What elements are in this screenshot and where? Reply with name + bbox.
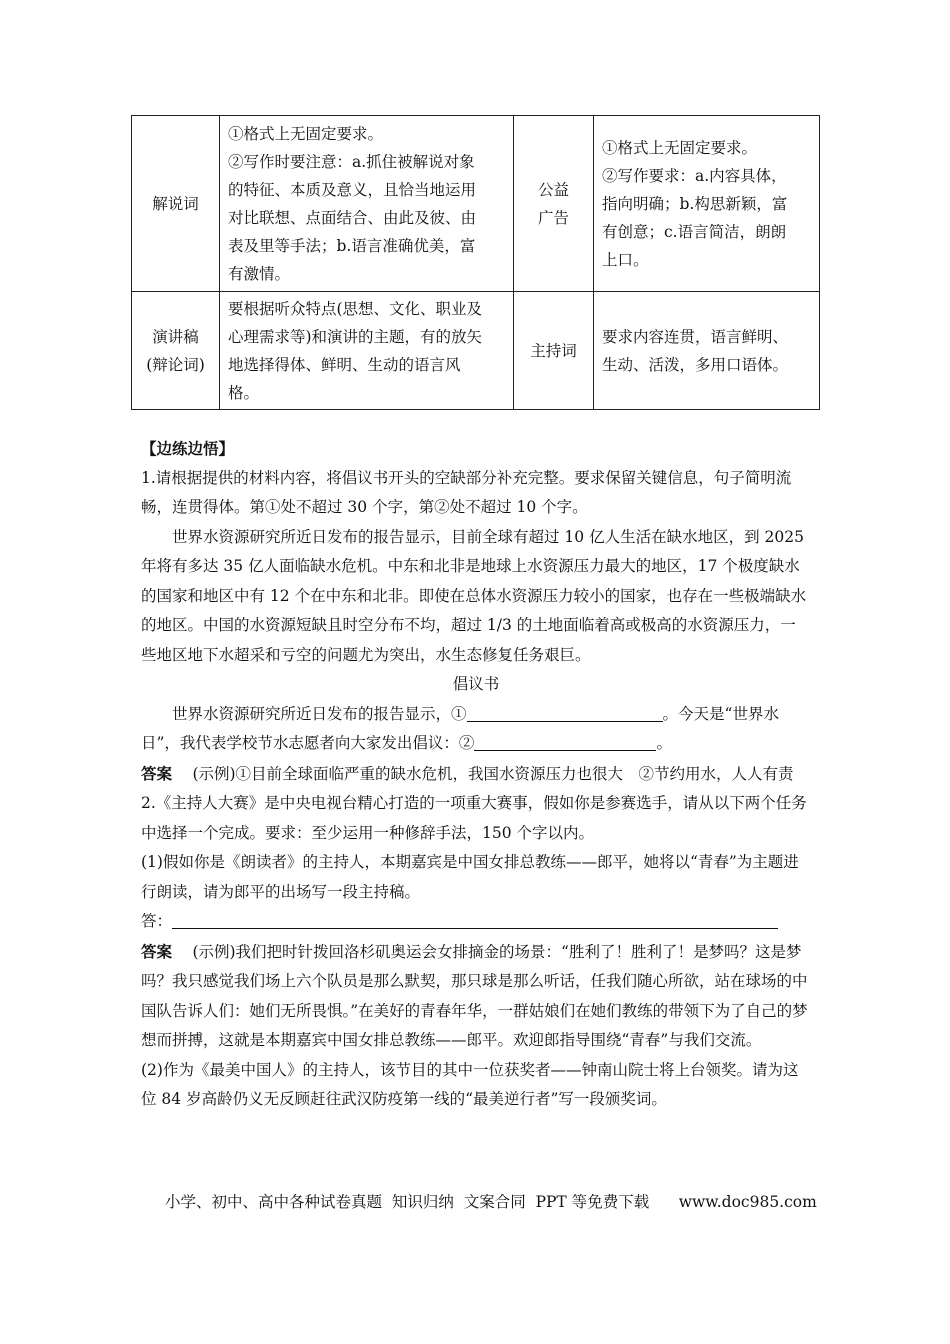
requirement-line: 有激情。 bbox=[228, 264, 291, 283]
requirement-line: ①格式上无固定要求。 bbox=[228, 124, 384, 143]
requirement-line: 心理需求等)和演讲的主题，有的放矢 bbox=[228, 327, 483, 346]
proposal-text: 世界水资源研究所近日发布的报告显示，① bbox=[172, 704, 467, 723]
type-cell-gongyi-guanggao bbox=[514, 116, 594, 292]
reply-label: 答： bbox=[141, 912, 173, 930]
type-cell-zhuchici bbox=[514, 292, 594, 410]
type-label: 演讲稿 bbox=[152, 327, 199, 346]
proposal-opening bbox=[141, 700, 811, 759]
type-label: 广告 bbox=[537, 208, 569, 227]
question-2-answer bbox=[141, 937, 811, 1056]
requirement-line: 上口。 bbox=[602, 250, 649, 269]
footer-url[interactable]: www.doc985.com bbox=[678, 1193, 817, 1211]
requirement-cell-gongyi-guanggao bbox=[594, 116, 820, 292]
requirement-line: 要根据听众特点(思想、文化、职业及 bbox=[228, 299, 483, 318]
proposal-text: 。 bbox=[656, 734, 672, 752]
requirement-line: ②写作要求：a.内容具体， bbox=[602, 166, 787, 185]
question-1-prompt: 1.请根据提供的材料内容，将倡议书开头的空缺部分补充完整。要求保留关键信息，句子简明流畅，连贯得体。第①处不超过 30 个字，第②处不超过 10 个字。 bbox=[141, 468, 792, 516]
requirement-line: 的特征、本质及意义，且恰当地运用 bbox=[228, 180, 477, 199]
requirement-cell-zhuchici bbox=[594, 292, 820, 410]
answer-blank[interactable] bbox=[172, 910, 778, 929]
proposal-text: 。今天是“世界水日”，我代表学校节水志愿者向大家发出倡议：② bbox=[141, 704, 779, 752]
exercise-section bbox=[141, 434, 811, 1115]
table-row bbox=[132, 116, 820, 292]
question-2-task-2: (2)作为《最美中国人》的主持人，该节目的其中一位获奖者——钟南山院士将上台领奖。请为这位 84 岁高龄仍义无反顾赶往武汉防疫第一线的“最美逆行者”写一段颁奖词。 bbox=[141, 1060, 799, 1108]
answer-text: (示例)我们把时针拨回洛杉矶奥运会女排摘金的场景：“胜利了！胜利了！是梦吗？这是梦吗？我只感觉我们场上六个队员是那么默契，那只球是那么听话，任我们随心所欲，站在球场的中国队告诉人们：她们无所畏惧。”在美好的青春年华，一群姑娘们在她们教练的带领下为了自己的梦想而拼搏，这就是本期嘉宾中国女排总教练——郎平。欢迎郎指导围绕“青春”与我们交流。 bbox=[141, 942, 808, 1049]
question-2-task-1: (1)假如你是《朗读者》的主持人，本期嘉宾是中国女排总教练——郎平，她将以“青春”为主题进行朗读，请为郎平的出场写一段主持稿。 bbox=[141, 853, 799, 901]
proposal-title: 倡议书 bbox=[452, 675, 500, 693]
requirement-line: 对比联想、点面结合、由此及彼、由 bbox=[228, 208, 477, 227]
type-cell-yanjianggao bbox=[132, 292, 220, 410]
requirement-line: 地选择得体、鲜明、生动的语言风 bbox=[228, 355, 461, 374]
requirement-line: 有创意；c.语言简洁，朗朗 bbox=[602, 222, 787, 241]
requirement-line: 表及里等手法；b.语言准确优美，富 bbox=[228, 236, 476, 255]
question-1-material: 世界水资源研究所近日发布的报告显示，目前全球有超过 10 亿人生活在缺水地区，到 2025 年将有多达 35 亿人面临缺水危机。中东和北非是地球上水资源压力最大的地区，17 个极度缺水的国家和地区中有 12 个在中东和北非。即使在总体水资源压力较小的国家，也存在一些极端缺水的地区。中国的水资源短缺且时空分布不均，超过 1/3 的土地面临着高或极高的水资源压力，一些地区地下水超采和亏空的问题尤为突出，水生态修复任务艰巨。 bbox=[141, 527, 807, 664]
answer-text: (示例)①目前全球面临严重的缺水危机，我国水资源压力也很大 ②节约用水，人人有责 bbox=[192, 764, 794, 783]
writing-requirements-table bbox=[131, 115, 820, 410]
type-label: 公益 bbox=[537, 180, 569, 199]
answer-label: 答案 bbox=[141, 763, 173, 783]
requirement-line: 格。 bbox=[228, 383, 260, 402]
fill-blank-2[interactable] bbox=[474, 732, 656, 751]
answer-line bbox=[141, 907, 811, 937]
section-title: 【边练边悟】 bbox=[141, 439, 235, 458]
type-label: 解说词 bbox=[152, 194, 199, 213]
requirement-line: 指向明确；b.构思新颖，富 bbox=[602, 194, 788, 213]
requirement-cell-yanjianggao bbox=[220, 292, 514, 410]
requirement-line: 生动、活泼，多用口语体。 bbox=[602, 355, 789, 374]
type-cell-jieshuoci bbox=[132, 116, 220, 292]
type-label: (辩论词) bbox=[146, 355, 205, 374]
page-footer bbox=[165, 1190, 817, 1212]
question-1-answer bbox=[141, 759, 811, 790]
question-2-prompt: 2.《主持人大赛》是中央电视台精心打造的一项重大赛事，假如你是参赛选手，请从以下两个任务中选择一个完成。要求：至少运用一种修辞手法，150 个字以内。 bbox=[141, 794, 807, 842]
answer-label: 答案 bbox=[141, 941, 173, 961]
requirement-line: ②写作时要注意：a.抓住被解说对象 bbox=[228, 152, 475, 171]
fill-blank-1[interactable] bbox=[467, 703, 663, 722]
requirement-line: ①格式上无固定要求。 bbox=[602, 138, 758, 157]
footer-text: 小学、初中、高中各种试卷真题 知识归纳 文案合同 PPT 等免费下载 bbox=[165, 1193, 650, 1211]
table-row bbox=[132, 292, 820, 410]
requirement-line: 要求内容连贯，语言鲜明、 bbox=[602, 327, 789, 346]
type-label: 主持词 bbox=[530, 341, 577, 360]
requirement-cell-jieshuoci bbox=[220, 116, 514, 292]
